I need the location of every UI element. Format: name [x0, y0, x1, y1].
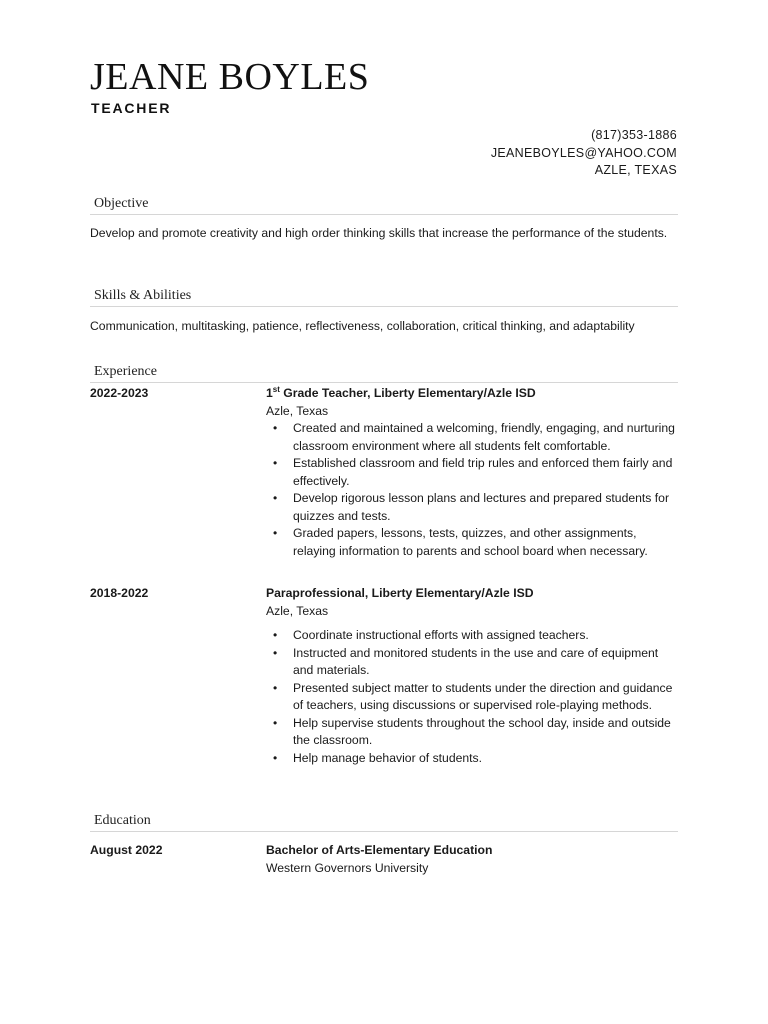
job-2-title: Paraprofessional, Liberty Elementary/Azle ISD — [266, 586, 534, 600]
education-heading: Education — [90, 813, 678, 832]
job-1-bullets — [266, 420, 676, 560]
email-address: JEANEBOYLES@YAHOO.COM — [490, 145, 677, 160]
skills-heading: Skills & Abilities — [90, 288, 678, 307]
candidate-name: JEANE BOYLES — [90, 56, 370, 98]
phone-number: (817)353-1886 — [591, 128, 677, 142]
list-item: • Help supervise students throughout the school day, inside and outside the classroom. — [273, 715, 671, 747]
school-name: Western Governors University — [266, 860, 429, 875]
experience-heading: Experience — [90, 364, 678, 383]
objective-heading: Objective — [90, 196, 678, 215]
education-date: August 2022 — [90, 843, 163, 857]
education-entry — [266, 842, 676, 877]
job-2-bullets — [266, 627, 676, 767]
list-item: • Develop rigorous lesson plans and lectures and prepared students for quizzes and tests. — [273, 491, 670, 523]
list-item: • Help manage behavior of students. — [273, 750, 483, 765]
job-1 — [266, 385, 676, 560]
list-item: • Graded papers, lessons, tests, quizzes, and other assignments, relaying information to parents and school board when necessary. — [273, 526, 648, 558]
job-1-location: Azle, Texas — [266, 403, 329, 418]
list-item: • Instructed and monitored students in the use and care of equipment and materials. — [273, 645, 659, 677]
skills-text: Communication, multitasking, patience, reflectiveness, collaboration, critical thinking, and adaptability — [90, 319, 635, 333]
job-1-dates: 2022-2023 — [90, 386, 149, 400]
job-1-title: 1st Grade Teacher, Liberty Elementary/Azle ISD — [266, 384, 536, 400]
list-item: • Presented subject matter to students under the direction and guidance of teachers, using discussions or supervised role-playing methods. — [273, 680, 673, 712]
location: AZLE, TEXAS — [594, 163, 677, 177]
job-2-dates: 2018-2022 — [90, 586, 149, 600]
job-2-location: Azle, Texas — [266, 603, 329, 618]
list-item: • Established classroom and field trip rules and enforced them fairly and effectively. — [273, 456, 673, 488]
job-2 — [266, 585, 676, 767]
list-item: • Created and maintained a welcoming, friendly, engaging, and nurturing classroom environment where all students felt comfortable. — [273, 421, 675, 453]
contact-block — [491, 127, 677, 180]
objective-text: Develop and promote creativity and high order thinking skills that increase the performance of the students. — [90, 226, 668, 240]
degree-title: Bachelor of Arts-Elementary Education — [266, 843, 493, 857]
candidate-role: TEACHER — [91, 100, 172, 116]
list-item: • Coordinate instructional efforts with assigned teachers. — [273, 628, 589, 642]
